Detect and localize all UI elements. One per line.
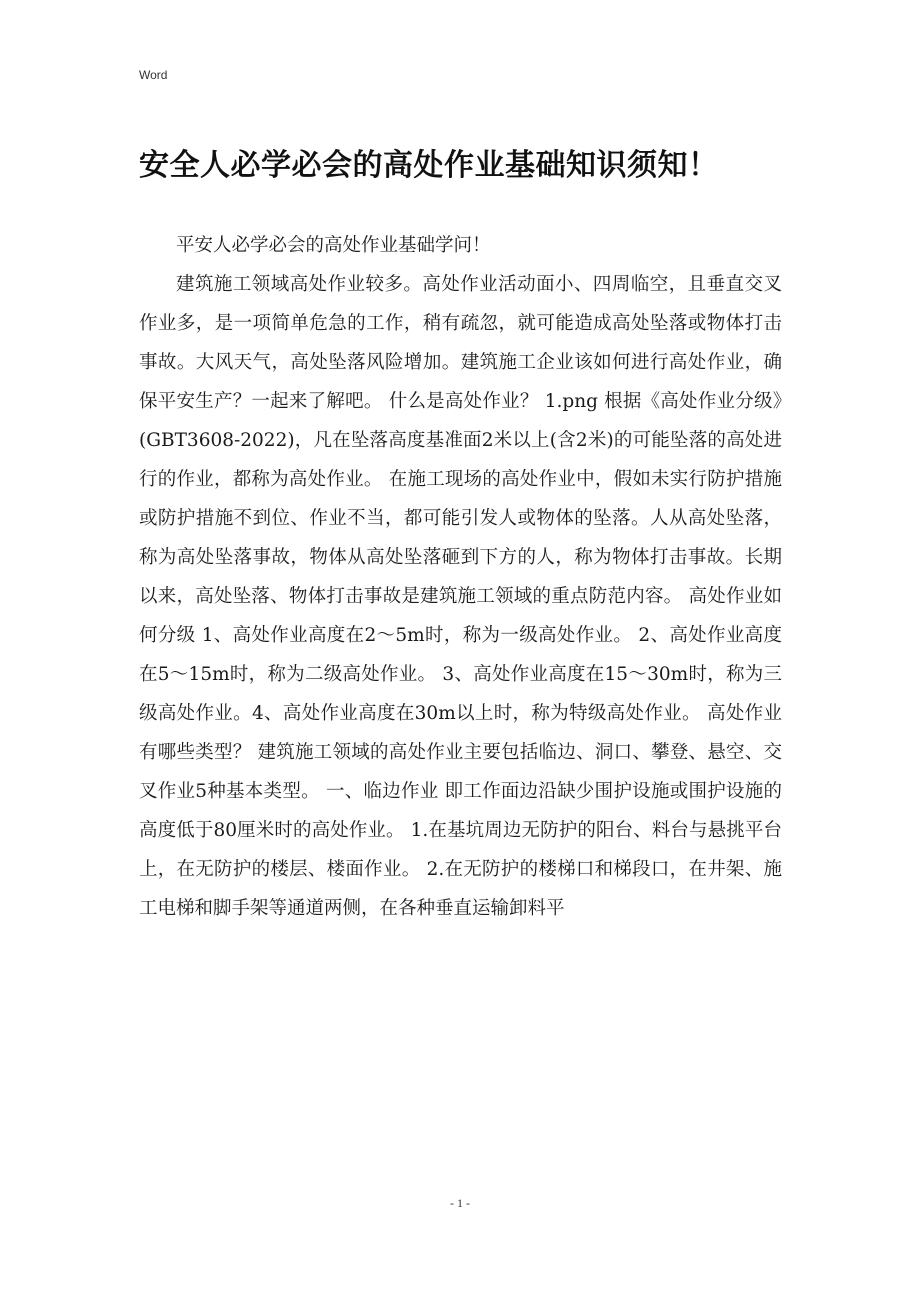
header-label: Word xyxy=(139,68,168,82)
intro-paragraph: 平安人必学必会的高处作业基础学问！ xyxy=(176,235,491,256)
document-title: 安全人必学必会的高处作业基础知识须知！ xyxy=(139,148,719,183)
page-number: - 1 - xyxy=(450,1196,470,1210)
main-paragraph: 建筑施工领域高处作业较多。高处作业活动面小、四周临空，且垂直交叉作业多，是一项简单危急的工作，稍有疏忽，就可能造成高处坠落或物体打击事故。大风天气，高处坠落风险增加。建筑施工企业该如何进行高处作业，确保平安生产？一起来了解吧。 什么是高处作业？ 1.png 根据《高处作业分级》(GBT3608-2022)，凡在坠落高度基准面2米以上(含2米)的可能坠落的高处进行的作业，都称为高处作业。 在施工现场的高处作业中，假如未实行防护措施或防护措施不到位、作业不当，都可能引发人或物体的坠落。人从高处坠落，称为高处坠落事故，物体从高处坠落砸到下方的人，称为物体打击事故。长期以来，高处坠落、物体打击事故是建筑施工领域的重点防范内容。 高处作业如何分级 1、高处作业高度在2～5m时，称为一级高处作业。 2、高处作业高度在5～15m时，称为二级高处作业。 3、高处作业高度在15～30m时，称为三级高处作业。4、高处作业高度在30m以上时，称为特级高处作业。 高处作业有哪些类型？ 建筑施工领域的高处作业主要包括临边、洞口、攀登、悬空、交叉作业5种基本类型。 一、临边作业 即工作面边沿缺少围护设施或围护设施的高度低于80厘米时的高处作业。 1.在基坑周边无防护的阳台、料台与悬挑平台上，在无防护的楼层、楼面作业。 2.在无防护的楼梯口和梯段口，在井架、施工电梯和脚手架等通道两侧，在各种垂直运输卸料平 xyxy=(139,274,782,919)
document-body xyxy=(139,226,782,928)
